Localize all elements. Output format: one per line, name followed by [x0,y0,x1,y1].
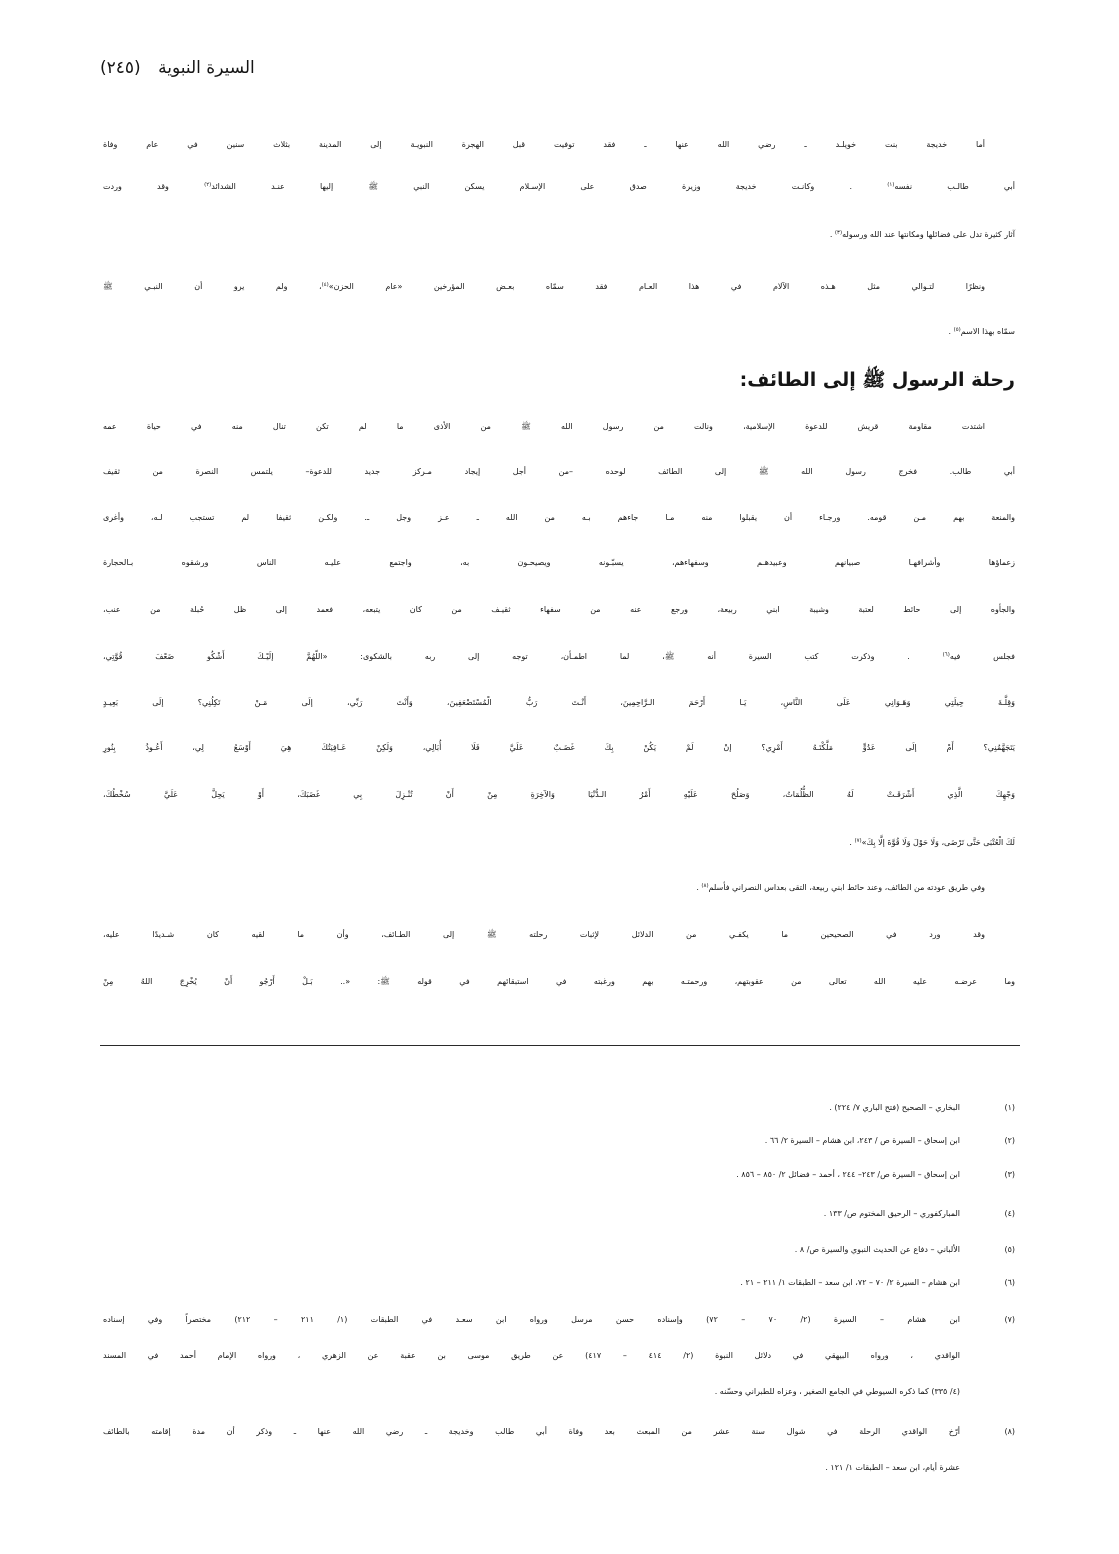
line-text: آثار كثيرة تدل على فضائلها ومكانتها عند الله ورسوله [842,230,1015,239]
body-line [103,264,1015,310]
footnote-ref: (٧) [854,838,862,845]
body-line: وقد ورد في الصحيحين ما يكفـي من الدلائل لإثبات رحلته ﷺ إلى الطـائف، وأن ما لقيه كان شـديدًا عليه، [103,930,985,939]
body-line [103,865,1015,911]
line-text: . [849,838,855,847]
footnote-text: البخاري – الصحيح (فتح الباري ٧/ ٢٢٤) . [829,1103,960,1112]
line-text: . وكانـت خديجة وزيرة صدق على الإسـلام يسكن النبي ﷺ إليها عنـد الشدائد [211,182,888,191]
footnote-text: عشرة أيام، ابن سعد – الطبقات ١/ ١٢١ . [825,1463,960,1472]
body-line [103,634,1015,680]
body-line: والجأوه إلى حائط لعتبة وشيبة ابني ربيعة، ورجع عنه من سفهاء ثقيـف من كان يتبعه، فعمد إلى ظل حُبلة من عنب، [103,605,1015,614]
footnote-item [103,1157,1015,1193]
footnote-number: (٥) [1004,1245,1015,1254]
footnote-item [103,1414,1015,1486]
line-text: أبي طالـب نفسه [894,182,1015,191]
footnote-item [103,1302,1015,1410]
footnote-number: (٧) [1004,1315,1015,1324]
footnote-number: (٤) [1004,1209,1015,1218]
body-line: وما عرضـه عليه الله تعالى من عقوبتهم، ورحمتـه بهم ورغبته في استبقائهم في قوله ﷺ: «.. بَـلْ أَرْجُو أَنْ يُخْرِجَ اللهُ مِنْ [103,977,1015,986]
footnote-text: ابن هشام – السيرة (٢/ ٧٠ – ٧٢) وإسناده حسن مرسل ورواه ابن سعـد في الطبقات (١/ ٢١١ – ٢١٢) مختصراً وفي إسناده [103,1315,960,1324]
line-text: وقد وردت [103,182,205,191]
body-line: وَقِلَّـةَ حِيلَتِي وَهَـوَانِي عَلَى النَّاسِ، يَـا أَرْحَمَ الـرَّاحِمِينَ، أَنْـتَ رَبُّ الْمُسْتَضْعَفِينَ، وَأَنْتَ رَبِّي، إلَى مَـنْ تَكِلُنِي؟ إلَى بَعِيـدٍ [103,698,1015,707]
footnote-text: المباركفوري – الرحيق المختوم ص/ ١٣٣ . [823,1209,960,1218]
line-text: . [948,327,954,336]
footnote-text: (٤/ ٣٣٥) كما ذكره السيوطي في الجامع الصغير ، وعزاه للطبراني وحسّنه . [714,1387,960,1396]
footnote-ref: (١) [887,182,895,189]
line-text: ، ولم يرو أن النبـي ﷺ [103,282,322,291]
footnote-ref: (٨) [701,883,709,890]
footnote-ref: (٢) [204,182,212,189]
section-heading: رحلة الرسول ﷺ إلى الطائف: [739,369,1015,391]
footnote-number: (٦) [1004,1278,1015,1287]
footnote-number: (٣) [1004,1170,1015,1179]
body-line [103,309,1015,355]
body-line [103,820,1015,866]
body-line: أما خديجة بنت خويلـد ـ رضي الله عنها ـ فقد توفيت قبل الهجرة النبويـة إلى المدينة بثلاث سنين في عام وفاة [103,140,985,149]
footnote-number: (٨) [1004,1427,1015,1436]
body-line: والمنعة بهم مـن قومه. ورجـاء أن يقبلوا منه مـا جاءهم بـه من الله ـ عـز وجل ـ. ولكـن ثقيفا لم تستجب لـه، وأغرى [103,513,1015,522]
page-number: (٢٤٥) [100,58,141,78]
footnote-item [103,1265,1015,1301]
line-text: . [696,883,702,892]
body-line [103,164,1015,210]
body-line: زعماؤها وأشرافهـا صبيانهم وعبيدهـم وسفهاءهم، يسبّـونه ويصيحـون به، واجتمع عليـه الناس ورشقوه بـالحجارة [103,558,1015,567]
running-head [100,52,310,84]
footnote-text: ابن هشام – السيرة ٢/ ٧٠ – ٧٢، ابن سعد – الطبقات ١/ ٢١١ – ٢١ . [740,1278,960,1287]
footnote-text: الألباني – دفاع عن الحديث النبوي والسيرة ص/ ٨ . [794,1245,960,1254]
footnote-text: ابن إسحاق – السيرة ص/ ٢٤٣– ٢٤٤ ، أحمد – فضائل ٢/ ٨٥٠ – ٨٥٦ . [736,1170,960,1179]
footnote-text: الواقدي ، ورواه البيهقي في دلائل النبوة (٢/ ٤١٤ – ٤١٧) عن طريق موسى بن عقبة عن الزهري ، ورواه الإمام أحمد في المسند [103,1351,961,1360]
footnote-ref: (٣) [834,230,843,237]
footnote-ref: (٤) [321,282,329,289]
body-line [103,212,1015,258]
footnote-separator [100,1045,1020,1046]
line-text: ونظرًا لتـوالي مثل هـذه الآلام في هذا العـام فقد سمّاه بعـض المؤرخين «عام الحزن» [328,282,986,291]
footnote-number: (١) [1004,1103,1015,1112]
line-text: . [829,230,835,239]
running-head-title: السيرة النبوية [158,58,255,78]
footnote-ref: (٦) [942,652,950,659]
body-line: أبي طالب. فخرج رسول الله ﷺ إلى الطائف لوحده –من أجل إيجاد مـركز جديد للدعوة– يلتمس النصرة من ثقيف [103,467,1015,476]
footnote-text: أرّخ الواقدي الرحلة في شوال سنة عشر من المبعث بعد وفاة أبي طالب وخديجة ـ رضي الله عنها ـ وذكر أن مدة إقامته بالطائف [103,1427,960,1436]
body-line: اشتدت مقاومة قريش للدعوة الإسلامية، ونالت من رسول الله ﷺ من الأذى ما لم تكن تنال منه في حياة عمه [103,422,985,431]
footnote-number: (٢) [1004,1136,1015,1145]
line-text: لَكَ الْعُتْبَى حَتَّى تَرْضَى، وَلَا حَوْلَ وَلَا قُوَّةَ إلَّا بِكَ» [861,838,1015,847]
footnote-item [103,1123,1015,1159]
line-text: . وذكرت كتب السيرة أنه ﷺ، لما اطمـأن، توجه إلى ربه بالشكوى: «اللّهُمَّ إلَيْـكَ أَشْكُو ضَعْفَ قُوَّتِي، [103,652,943,661]
footnote-item [103,1232,1015,1268]
footnote-item [103,1196,1015,1232]
body-line: وَجْهِكَ الَّذِي أَشْرَقَـتْ لَهُ الظُّلُمَاتُ، وَصَلُحَ عَلَيْهِ أَمْرُ الـدُّنْيَا وَالآخِرَةِ مِنْ أَنْ تُنْـزِلَ بِي غَضَبَكَ، أَوْ يَحِلَّ عَلَيَّ سُخْطُكَ، [103,790,1015,799]
footnote-item [103,1090,1015,1126]
footnote-text: ابن إسحاق – السيرة ص / ٢٤٣، ابن هشام – السيرة ٢/ ٦٦ . [764,1136,960,1145]
line-text: وفي طريق عودته من الطائف، وعند حائط ابني ربيعة، التقى بعداس النصراني فأسلم [708,883,985,892]
line-text: فجلس فيه [949,652,1015,661]
footnote-ref: (٥) [953,327,961,334]
body-line: يَتَجَهَّمُنِي؟ أَمْ إلَى عَدُوٍّ مَلَّكْتَـهُ أَمْرِي؟ إنْ لَمْ يَكُنْ بِكَ غَضَـبٌ عَلَيَّ فَلَا أُبَالِي، وَلَكِنْ عَـافِيَتُكَ هِيَ أَوْسَعُ لِي، أَعُـوذُ بِنُورِ [103,743,1015,752]
line-text: سمّاه بهذا الاسم [960,327,1015,336]
